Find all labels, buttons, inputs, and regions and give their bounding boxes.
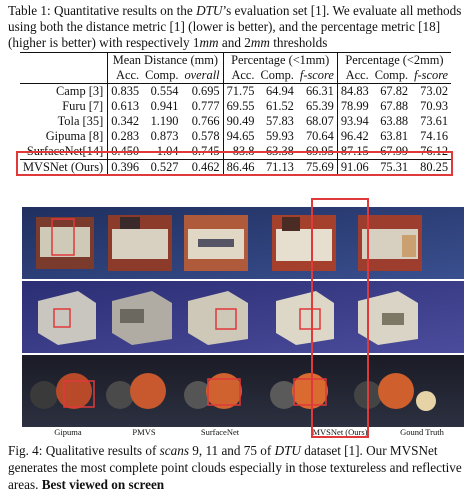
- table-cell: 73.61: [420, 114, 449, 128]
- sub-header-method: [20, 68, 108, 84]
- table-cell: 66.31: [305, 84, 334, 98]
- sub-header: Comp.: [372, 68, 411, 84]
- table-cell: 0.462: [181, 160, 223, 176]
- table-cell: 63.38: [265, 144, 294, 158]
- figure-caption-text-3: dataset [1]. Our MVSNet generates the most complete point clouds especially in those textureless and reflective areas.: [8, 443, 462, 492]
- method-name: Furu [7]: [62, 99, 104, 113]
- col-label-surfacenet: SurfaceNet: [200, 427, 240, 437]
- figure-caption: [8, 442, 466, 493]
- row-label-scan-11: Scan 11: [12, 308, 22, 337]
- table-corner-cell: [20, 53, 108, 69]
- table-caption-mm-2: mm: [250, 35, 270, 50]
- table-cell: 63.81: [380, 129, 409, 143]
- row-label-scan-75: Scan 75: [12, 382, 22, 411]
- table-cell: 61.52: [265, 99, 294, 113]
- table-cell: 68.07: [305, 114, 334, 128]
- figure-caption-label: Fig. 4:: [8, 443, 43, 458]
- table-cell: 0.695: [191, 84, 220, 98]
- scan9-surfacenet-image: [184, 215, 248, 271]
- group-header-mean-distance: Mean Distance (mm): [108, 53, 223, 69]
- qualitative-figure: [8, 205, 464, 438]
- table-group-header-row: [20, 53, 451, 69]
- row-scan-11: [22, 281, 464, 353]
- table-cell: 86.46: [223, 160, 257, 176]
- table-cell: 0.578: [191, 129, 220, 143]
- method-name: Gipuma [8]: [45, 129, 104, 143]
- sub-header: Acc.: [337, 68, 371, 84]
- table-row: [20, 114, 451, 129]
- figure-caption-text-1: Qualitative results of: [42, 443, 157, 458]
- table-cell: 0.745: [191, 144, 220, 158]
- table-cell: 75.31: [372, 160, 411, 176]
- sub-header: overall: [181, 68, 223, 84]
- sub-header: Comp.: [257, 68, 296, 84]
- table-sub-header-row: [20, 68, 451, 84]
- table-caption-text-4: thresholds: [269, 35, 328, 50]
- method-name: SurfaceNet[14]: [26, 144, 104, 158]
- row-scan-9: [22, 207, 464, 279]
- table-cell: 67.82: [380, 84, 409, 98]
- table-row: [20, 84, 451, 100]
- table-cell: 0.554: [150, 84, 179, 98]
- group-header-percentage-1mm: Percentage (<1mm): [223, 53, 337, 69]
- mvsnet-row-highlight: [16, 151, 453, 176]
- figure-caption-dtu: DTU: [274, 443, 301, 458]
- col-label-mvsnet: MVSNet (Ours): [312, 427, 368, 437]
- table-cell: 84.83: [337, 84, 371, 100]
- figure-caption-bold: Best viewed on screen: [41, 477, 165, 492]
- table-row: [20, 129, 451, 144]
- table-cell: 70.64: [305, 129, 334, 143]
- table-caption-label: Table 1:: [8, 3, 51, 18]
- table-cell: 0.396: [108, 160, 142, 176]
- table-cell: 0.527: [142, 160, 181, 176]
- table-cell: 74.16: [420, 129, 449, 143]
- table-cell: 76.12: [420, 144, 449, 158]
- sub-header: Acc.: [108, 68, 142, 84]
- table-cell: 0.873: [150, 129, 179, 143]
- table-cell: 96.42: [337, 129, 371, 144]
- method-name: Tola [35]: [57, 114, 104, 128]
- table-cell: 90.49: [223, 114, 257, 129]
- table-cell: 64.94: [265, 84, 294, 98]
- table-row: [20, 99, 451, 114]
- table-cell: 91.06: [337, 160, 371, 176]
- table-cell: 71.13: [257, 160, 296, 176]
- table-cell: 69.55: [223, 99, 257, 114]
- row-label-scan-9: Scan 9: [12, 238, 22, 263]
- scan9-pmvs-image: [108, 215, 172, 271]
- table-caption: [8, 3, 466, 51]
- table-cell: 0.283: [108, 129, 142, 144]
- table-cell: 0.835: [108, 84, 142, 100]
- method-name: Camp [3]: [56, 84, 104, 98]
- row-scan-75: [22, 355, 464, 427]
- sub-header: Comp.: [142, 68, 181, 84]
- table-cell: 0.342: [108, 114, 142, 129]
- table-cell: 0.777: [191, 99, 220, 113]
- sub-header: f-score: [411, 68, 451, 84]
- table-cell: 0.766: [191, 114, 220, 128]
- table-cell: 1.190: [150, 114, 179, 128]
- col-label-ground-truth: Gound Truth: [400, 427, 444, 437]
- table-cell: 71.75: [223, 84, 257, 100]
- table-cell: 1.04: [156, 144, 179, 158]
- table-cell: 59.93: [265, 129, 294, 143]
- table-cell: 57.83: [265, 114, 294, 128]
- sub-header: f-score: [297, 68, 337, 84]
- table-cell: 0.450: [108, 144, 142, 160]
- table-caption-dtu: DTU: [196, 3, 223, 18]
- table-cell: 80.25: [411, 160, 451, 176]
- table-cell: 0.941: [150, 99, 179, 113]
- table-cell: 69.95: [305, 144, 334, 158]
- table-cell: 87.15: [337, 144, 371, 160]
- mvsnet-column-highlight: [311, 198, 369, 438]
- figure-caption-text-2: 9, 11 and 75 of: [188, 443, 272, 458]
- table-cell: 73.02: [420, 84, 449, 98]
- figure-caption-scans: scans: [159, 443, 189, 458]
- table-cell: 75.69: [297, 160, 337, 176]
- table-caption-text-1: Quantitative results on the: [53, 3, 193, 18]
- table-caption-text-3: and 2: [218, 35, 251, 50]
- table-cell: 94.65: [223, 129, 257, 144]
- figure-grid: [8, 205, 464, 427]
- table-caption-text-2: ’s evaluation set [1]. We evaluate all methods using both the distance metric [1] (lower is better), and the percentage metric [18] (higher is better) with respectively 1: [8, 3, 462, 50]
- group-header-percentage-2mm: Percentage (<2mm): [337, 53, 451, 69]
- table-caption-mm-1: mm: [199, 35, 219, 50]
- col-label-pmvs: PMVS: [132, 427, 156, 437]
- table-cell: 67.88: [380, 99, 409, 113]
- table-cell: 83.8: [223, 144, 257, 160]
- sub-header: Acc.: [223, 68, 257, 84]
- table-cell: 93.94: [337, 114, 371, 129]
- table-cell: 70.93: [420, 99, 449, 113]
- scan9-gipuma-image: [36, 217, 94, 269]
- method-name: MVSNet (Ours): [20, 160, 108, 176]
- scan11-surfacenet-image: [188, 291, 248, 345]
- table-cell: 78.99: [337, 99, 371, 114]
- table-cell: 63.88: [380, 114, 409, 128]
- table-cell: 67.99: [380, 144, 409, 158]
- scan11-pmvs-image: [112, 291, 172, 345]
- col-label-gipuma: Gipuma: [54, 427, 82, 437]
- scan11-gipuma-image: [38, 291, 96, 345]
- table-cell: 65.39: [305, 99, 334, 113]
- table-cell: 0.613: [108, 99, 142, 114]
